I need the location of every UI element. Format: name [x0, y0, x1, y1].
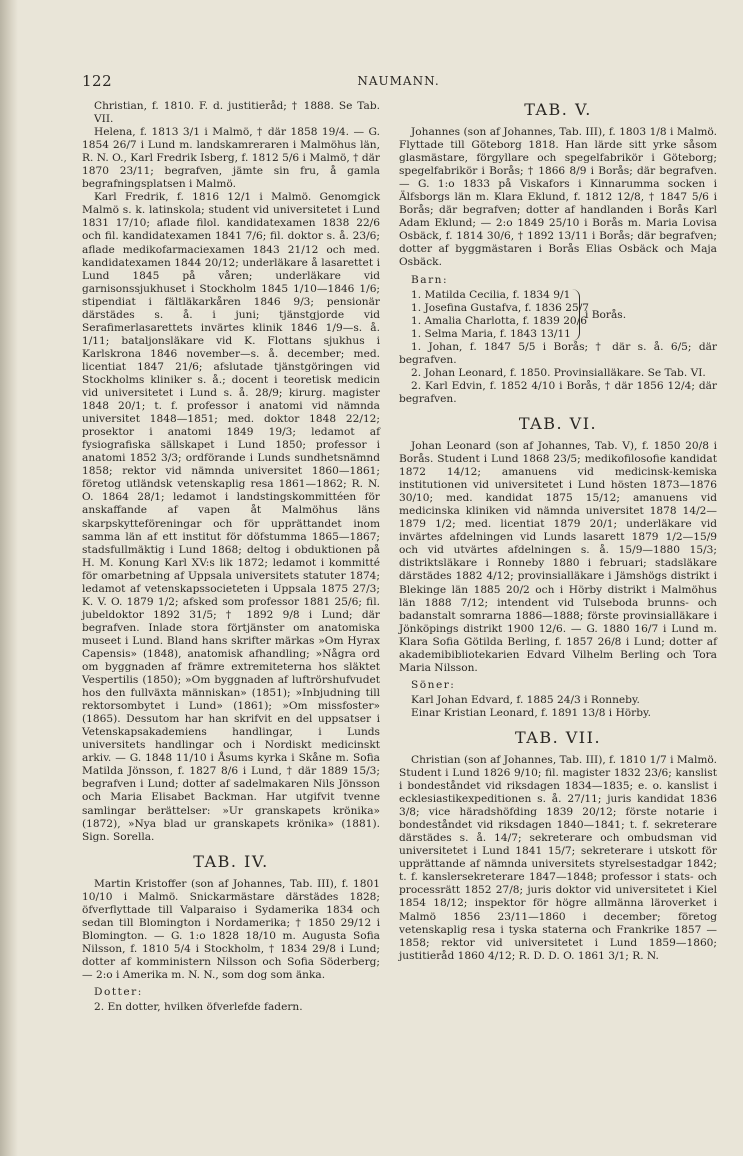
running-title: NAUMANN.	[357, 74, 440, 88]
entry-helena: Helena, f. 1813 3/1 i Malmö, † där 1858 19/4. — G. 1854 26/7 i Lund m. landskamreraren i Malmöhus län, R. N. O., Karl Fredrik Isberg, f. 1812 5/6 i Malmö, † där 1870 23/11; begrafven, jämte sin fru, å gamla begrafningsplatsen i Malmö.	[82, 126, 380, 191]
page	[18, 0, 743, 1156]
son-item: Einar Kristian Leonard, f. 1891 13/8 i Hörby.	[411, 706, 651, 719]
entry-dotter: 2. En dotter, hvilken öfverlefde fadern.	[94, 1001, 303, 1014]
page-number: 122	[82, 72, 113, 90]
table-heading-iv: TAB. IV.	[193, 851, 269, 871]
left-column	[82, 100, 380, 1014]
child-item: 1. Matilda Cecilia, f. 1834 9/1	[411, 288, 571, 301]
entry-johan-leonard: Johan Leonard (son af Johannes, Tab. V), f. 1850 20/8 i Borås. Student i Lund 1868 23/5; medikofilosofie kandidat 1872 14/12; amanuens vid medicinsk-kemiska institutionen vid universitetet i Lund hösten 1873—1876 30/10; med. kandidat 1875 15/12; amanuens vid medicinska kliniken vid nämnda universitet 1878 14/2—1879 1/2; med. licentiat 1879 20/1; underläkare vid invärtes afdelningen vid Lunds lasarett 1879 1/2—15/9 och vid utvärtes afdelningen s. å. 15/9—1880 15/3; distriktsläkare i Ronneby 1880 i februari; stadsläkare därstädes 1882 4/12; provinsialläkare i Jämshögs distrikt i Blekinge län 1885 20/2 och i Hörby distrikt i Malmöhus län 1888 7/12; intendent vid Tulseboda brunns- och badanstalt somrarna 1886—1888; förste provinsialläkare i Jönköpings distrikt 1900 12/6. — G. 1880 16/7 i Lund m. Klara Sofia Götilda Berling, f. 1857 26/8 i Lund; dotter af akademibibliotekarien Edvard Vilhelm Berling och Tora Maria Nilsson.	[399, 439, 717, 674]
entry-karl-fredrik: Karl Fredrik, f. 1816 12/1 i Malmö. Genomgick Malmö s. k. latinskola; student vid universitetet i Lund 1831 17/10; aflade filol. kandidatexamen 1838 22/6 och fil. kandidatexamen 1841 7/6; fil. doktor s. å. 23/6; aflade medikofarmaciexamen 1843 21/12 och med. kandidatexamen 1844 20/12; underläkare å lasarettet i Lund 1845 på våren; underläkare vid garnisonssjukhuset i Stockholm 1845 1/10—1846 1/6; stipendiat i fältläkarkåren 1846 9/3; pensionär därstädes s. å. i juni; tjänstgjorde vid Serafimerlasarettets invärtes klinik 1846 1/9—s. å. 1/11; bataljonsläkare vid K. Flottans sjukhus i Karlskrona 1846 november—s. å. december; med. licentiat 1847 21/6; afslutade tjänstgöringen vid Stockholms kliniker s. å.; docent i teoretisk medicin vid universitetet i Lund s. å. 28/9; kirurg. magister 1848 20/1; t. f. professor i anatomi vid nämnda universitet 1848—1851; med. doktor 1848 22/12; prosektor i anatomi 1849 19/3; ledamot af fysiografiska sällskapet i Lund 1850; professor i anatomi 1852 3/3; ordförande i Lunds sundhetsnämnd 1858; rektor vid nämnda universitet 1860—1861; företog utländsk vetenskaplig resa 1861—1862; R. N. O. 1864 28/1; ledamot i landstingskommittéen för anskaffande af vapen åt Malmöhus läns skarpskytteföreningar och för upprättandet inom samma län af ett institut för döfstumma 1865—1867; stadsfullmäktig i Lund 1868; deltog i obduktionen på H. M. Konung Karl XV:s lik 1872; ledamot i kommitté för omarbetning af Uppsala universitets statuter 1874; ledamot af vetenskapssocieteten i Uppsala 1875 27/3; K. V. O. 1879 1/2; afsked som professor 1881 25/6; fil. jubeldoktor 1892 31/5; † 1892 9/8 i Lund; där begrafven. Inlade stora förtjänster om anatomiska museet i Lund. Bland hans skrifter märkas »Om Hyrax Capensis» (1848), anatomisk afhandling; »Några ord om byggnaden af främre extremiteterna hos släktet Vespertilis (1850); »Om byggnaden af luftrörshufvudet hos den fullväxta människan» (1851); »Inbjudning till rektorsombytet i Lund» (1861); »Om missfoster» (1865). Dessutom har han skrifvit en del uppsatser i Vetenskapsakademiens handlingar, i Lunds universitets handlingar och i Nordiskt medicinskt arkiv. — G. 1848 11/10 i Åsums kyrka i Skåne m. Sofia Matilda Jönsson, f. 1827 8/6 i Lund, † där 1889 15/3; begrafven i Lund; dotter af sadelmakaren Nils Jönsson och Maria Elisabet Backman. Har utgifvit tvenne samlingar berättelser: »Ur granskapets krönika» (1872), »Nya blad ur granskapets krönika» (1881). Sign. Sorella.	[82, 191, 380, 843]
table-heading-vi: TAB. VI.	[518, 413, 598, 433]
child-item: 2. Karl Edvin, f. 1852 4/10 i Borås, † där 1856 12/4; där begrafven.	[399, 379, 717, 405]
dotter-label: Dotter:	[94, 986, 143, 999]
brace	[569, 289, 580, 341]
brace-place: i Borås.	[585, 308, 627, 321]
child-item: 2. Johan Leonard, f. 1850. Provinsialläkare. Se Tab. VI.	[411, 366, 706, 379]
entry-martin-kristoffer: Martin Kristoffer (son af Johannes, Tab. III), f. 1801 10/10 i Malmö. Snickarmästare därstädes 1828; öfverflyttade till Valparaiso i Sydamerika 1834 och sedan till Blomington i Nordamerika; † 1850 29/12 i Blomington. — G. 1:o 1828 18/10 m. Augusta Sofia Nilsson, f. 1810 5/4 i Stockholm, † 1834 29/8 i Lund; dotter af komministern Nilsson och Sofia Söderberg; — 2:o i Amerika m. N. N., som dog som änka.	[82, 877, 380, 981]
child-item: 1. Josefina Gustafva, f. 1836 25/7	[411, 301, 590, 314]
table-heading-vii: TAB. VII.	[514, 727, 602, 747]
entry-christian-full: Christian (son af Johannes, Tab. III), f. 1810 1/7 i Malmö. Student i Lund 1826 9/10; fil. magister 1832 23/6; kanslist i bondeståndet vid riksdagen 1834—1835; e. o. kanslist i ecklesiastikexpeditionen s. å. 27/11; juris kandidat 1836 3/8; vice häradshöfding 1839 20/12; förste notarie i bondeståndet vid riksdagen 1840—1841; t. f. sekreterare därstädes s. å. 14/7; sekreterare och ombudsman vid universitetet i Lund 1841 15/7; sekreterare i utskott för upprättande af nämnda universitets styrelsestadgar 1842; t. f. kanslersekreterare 1847—1848; professor i stats- och processrätt 1852 27/8; juris doktor vid universitetet i Kiel 1854 18/12; inspektor för högre allmänna läroverket i Malmö 1856 23/11—1860 i december; företog vetenskaplig resa i tyska staterna och Frankrike 1857 —1858; rektor vid universitetet i Lund 1859—1860; justitieråd 1860 4/12; R. D. D. O. 1861 3/1; R. N.	[399, 753, 717, 962]
son-item: Karl Johan Edvard, f. 1885 24/3 i Ronneby.	[411, 693, 640, 706]
barn-label: Barn:	[411, 273, 449, 286]
book-gutter	[0, 0, 18, 1156]
right-column	[399, 100, 717, 963]
child-item: 1. Johan, f. 1847 5/5 i Borås; † där s. å. 6/5; där begrafven.	[399, 340, 717, 366]
child-item: 1. Amalia Charlotta, f. 1839 20/6	[411, 314, 587, 327]
entry-christian: Christian, f. 1810. F. d. justitieråd; † 1888. Se Tab. VII.	[94, 100, 380, 126]
child-item: 1. Selma Maria, f. 1843 13/11	[411, 327, 571, 340]
soner-label: Söner:	[411, 678, 456, 691]
table-heading-v: TAB. V.	[524, 100, 592, 119]
children-group	[399, 289, 717, 341]
page-header	[82, 72, 715, 92]
entry-johannes: Johannes (son af Johannes, Tab. III), f. 1803 1/8 i Malmö. Flyttade till Göteborg 1818. Han lärde sitt yrke såsom glasmästare, förgyllare och spegelfabrikör i Göteborg; spegelfabrikör i Borås; † 1866 8/9 i Borås; där begrafven. — G. 1:o 1833 på Viskafors i Kinnarumma socken i Älfsborgs län m. Klara Eklund, f. 1812 12/8, † 1847 5/6 i Borås; där begrafven; dotter af handlanden i Borås Karl Adam Eklund; — 2:o 1849 25/10 i Borås m. Maria Lovisa Osbäck, f. 1814 30/6, † 1892 13/11 i Borås; där begrafven; dotter af byggmästaren i Borås Elias Osbäck och Maja Osbäck.	[399, 126, 717, 269]
